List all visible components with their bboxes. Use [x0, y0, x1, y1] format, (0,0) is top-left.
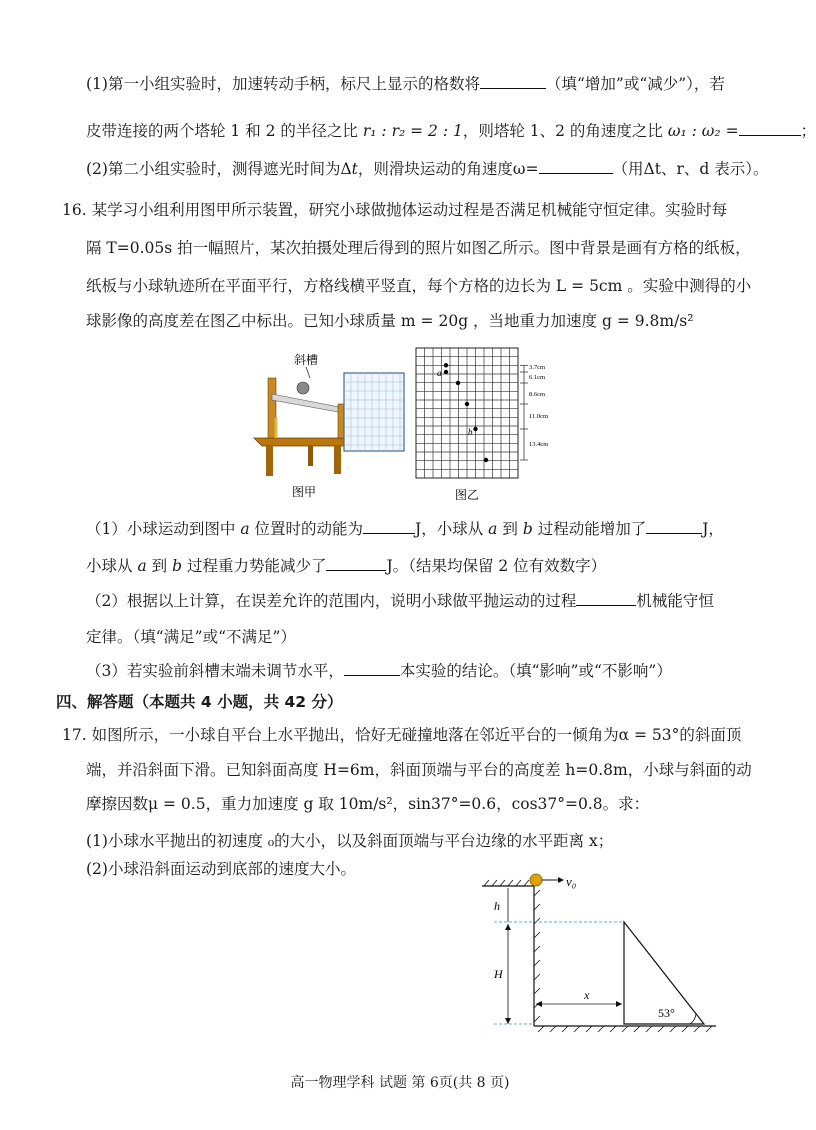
table-leg — [308, 446, 313, 466]
velocity-arrowhead — [558, 877, 564, 883]
answer-blank[interactable] — [480, 74, 546, 89]
answer-blank[interactable] — [326, 556, 386, 571]
grid-board-closeup — [343, 372, 405, 452]
answer-blank[interactable] — [344, 661, 400, 676]
q17-stem-line1: 17. 如图所示，一小球自平台上水平抛出，恰好无碰撞地落在邻近平台的一倾角为α = 53°的斜面顶 — [62, 726, 742, 744]
q16-stem-line4: 球影像的高度差在图乙中标出。已知小球质量 m = 20g ，当地重力加速度 g = 9.8m/s² — [86, 312, 694, 330]
q16-sub3-line: （3）若实验前斜槽末端未调节水平， 本实验的结论。（填“影响”或“不影响”） — [86, 662, 672, 680]
H-label: H — [494, 967, 503, 981]
ball-image-point — [465, 402, 469, 406]
platform-hatch — [484, 880, 529, 886]
q16-sub2-line2: 定律。（填“满足”或“不满足”） — [86, 628, 296, 646]
table-top — [254, 438, 352, 446]
q16-stem-line2: 隔 T=0.05s 拍一幅照片，某次拍摄处理后得到的照片如图乙所示。图中背景是画有方格的纸板， — [86, 239, 751, 257]
H-arrow-top — [505, 924, 511, 930]
h-label: h — [494, 899, 500, 913]
v0-label: v₀ — [566, 874, 577, 889]
q17-stem-line3: 摩擦因数μ = 0.5，重力加速度 g 取 10m/s²，sin37°=0.6，cos37°=0.8。求： — [86, 795, 650, 813]
height-dimension-ladder — [520, 365, 528, 460]
chute-label-leader — [306, 367, 310, 378]
board-frame — [344, 373, 404, 451]
q15-part2-line: (2)第二小组实验时，测得遮光时间为Δt，则滑块运动的角速度ω= （用Δt、r、d 表示）。 — [86, 160, 769, 178]
table-leg — [266, 446, 273, 476]
answer-blank[interactable] — [739, 121, 801, 136]
q17-sub2: (2)小球沿斜面运动到底部的速度大小。 — [86, 860, 356, 878]
H-arrow-bottom — [505, 1018, 511, 1024]
section-heading: 四、解答题（本题共 4 小题，共 42 分） — [56, 693, 343, 711]
ball-image-point — [473, 427, 477, 431]
ball — [530, 874, 542, 886]
chute-track — [272, 394, 344, 413]
q16-stem-line3: 纸板与小球轨迹所在平面平行，方格线横平竖直，每个方格的边长为 L = 5cm 。实验中测得的小 — [86, 277, 752, 295]
x-label: x — [584, 988, 590, 1002]
dim-label-2: 6.1cm — [529, 374, 546, 381]
figure-jia-caption: 图甲 — [291, 485, 317, 499]
answer-blank[interactable] — [646, 519, 702, 534]
dim-label-3: 8.6cm — [529, 391, 546, 398]
q15-part1-line2: 皮带连接的两个塔轮 1 和 2 的半径之比 r₁ : r₂ = 2 : 1，则塔轮 1、2 的角速度之比 ω₁ : ω₂ = ； — [86, 122, 816, 140]
point-b-label: b — [468, 427, 473, 437]
answer-blank[interactable] — [363, 519, 415, 534]
ball-image-point — [456, 381, 460, 385]
answer-blank[interactable] — [576, 591, 636, 606]
figure-yi-caption: 图乙 — [454, 488, 480, 502]
q16-sub2-line1: （2）根据以上计算，在误差允许的范围内，说明小球做平抛运动的过程 机械能守恒 — [86, 592, 714, 610]
q16-sub1-line1: （1）小球运动到图中 a 位置时的动能为 J，小球从 a 到 b 过程动能增加了 J， — [86, 520, 724, 538]
table-leg — [334, 446, 341, 474]
q17-stem-line2: 端，并沿斜面下滑。已知斜面高度 H=6m，斜面顶端与平台的高度差 h=0.8m，小球与斜面的动 — [86, 761, 752, 779]
wall-hatch — [534, 890, 540, 1022]
page-footer: 高一物理学科 试题 第 6页(共 8 页) — [290, 1075, 510, 1091]
chute-label: 斜槽 — [293, 353, 319, 367]
ground-hatch — [538, 1026, 712, 1032]
angle-label: 53° — [658, 1006, 675, 1020]
q16-sub1-line2: 小球从 a 到 b 过程重力势能减少了 J。（结果均保留 2 位有效数字） — [86, 557, 607, 575]
dim-label-5: 13.4cm — [529, 441, 549, 448]
dim-label-1: 3.7cm — [529, 364, 546, 371]
dim-label-4: 11.0cm — [529, 413, 549, 420]
q17-sub1: (1)小球水平抛出的初速度 ₀的大小，以及斜面顶端与平台边缘的水平距离 x； — [86, 832, 614, 850]
answer-blank[interactable] — [539, 159, 613, 174]
ball — [297, 382, 309, 394]
figure-yi-grid — [412, 346, 572, 502]
q16-stem-line1: 16. 某学习小组利用图甲所示装置，研究小球做抛体运动过程是否满足机械能守恒定律。实验时每 — [62, 201, 728, 219]
point-a-label: a — [437, 368, 442, 378]
x-arrow-left — [536, 1001, 542, 1007]
angle-arc — [690, 1013, 696, 1024]
q15-part1-line1: (1)第一小组实验时，加速转动手柄，标尺上显示的格数将 （填“增加”或“减少”），若 — [86, 75, 725, 93]
ball-image-point — [444, 363, 448, 367]
x-arrow-right — [616, 1001, 622, 1007]
ball-image-point — [444, 370, 448, 374]
figure-q17-incline — [472, 866, 722, 1036]
ball-image-point — [484, 458, 488, 462]
